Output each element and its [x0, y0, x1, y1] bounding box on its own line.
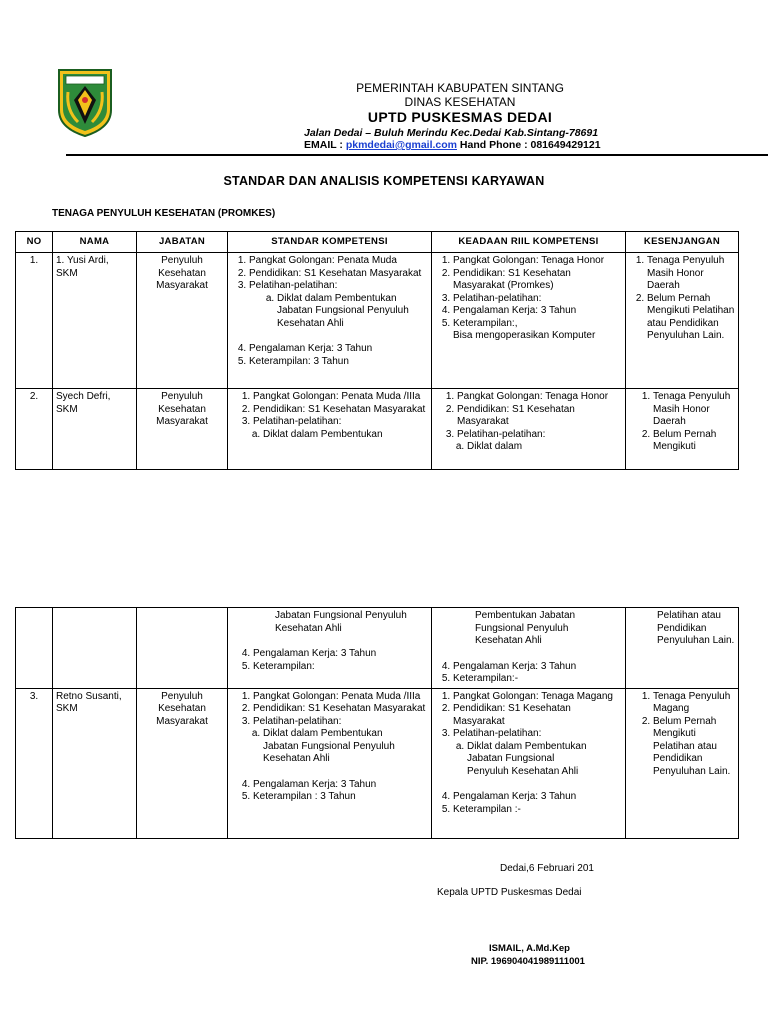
list-item: 5. Keterampilan:, — [453, 318, 622, 331]
actual-competency — [432, 253, 626, 389]
employee-name: 1. Yusi Ardi, SKM — [53, 253, 137, 389]
list-item: 2. Pendidikan: S1 Kesehatan Masyarakat — [249, 268, 428, 281]
col-header-actual: KEADAAN RIIL KOMPETENSI — [432, 232, 626, 253]
list-item: 5. Keterampilan :- — [453, 804, 622, 817]
list-item: 1. Pangkat Golongan: Penata Muda /IIIa — [253, 391, 428, 404]
email-link[interactable]: pkmdedai@gmail.com — [345, 139, 457, 151]
table-row — [16, 253, 739, 389]
employee-position — [137, 608, 228, 689]
list-item: Jabatan Fungsional Penyuluh Kesehatan Ahli — [275, 610, 407, 634]
list-item: 1. Tenaga Penyuluh Masih Honor Daerah — [647, 255, 735, 293]
list-item: a. Diklat dalam Pembentukan Jabatan Fungsional Penyuluh Kesehatan Ahli — [263, 728, 408, 766]
list-item: 1. Tenaga Penyuluh Magang — [653, 691, 735, 716]
table-row — [16, 608, 739, 689]
regency-emblem-logo — [56, 66, 114, 138]
row-number — [16, 608, 53, 689]
list-item: 5. Keterampilan : 3 Tahun — [253, 791, 428, 804]
header-institution: UPTD PUSKESMAS DEDAI — [367, 109, 553, 125]
employee-name: Syech Defri, SKM — [53, 389, 137, 470]
list-item: 4. Pengalaman Kerja: 3 Tahun — [253, 779, 428, 792]
list-item: Pembentukan Jabatan Fungsional Penyuluh Kesehatan Ahli — [475, 610, 576, 646]
list-item: 2. Belum Pernah Mengikuti — [653, 429, 735, 454]
document-subtitle: TENAGA PENYULUH KESEHATAN (PROMKES) — [52, 208, 276, 219]
header-department: DINAS KESEHATAN — [404, 95, 516, 109]
list-item: a. Diklat dalam Pembentukan — [263, 429, 428, 442]
list-item: 4. Pengalaman Kerja: 3 Tahun — [453, 791, 622, 804]
col-header-gap: KESENJANGAN — [626, 232, 739, 253]
header-address: Jalan Dedai – Buluh Merindu Kec.Dedai Kab.Sintang-78691 — [304, 127, 599, 139]
list-item: 4. Pengalaman Kerja: 3 Tahun — [453, 305, 622, 318]
standard-competency — [228, 608, 432, 689]
list-item: 4. Pengalaman Kerja: 3 Tahun — [453, 661, 622, 674]
list-item: 2. Pendidikan: S1 Kesehatan Masyarakat — [453, 703, 622, 728]
phone-text: Hand Phone : 081649429121 — [457, 139, 601, 151]
list-item: 2. Pendidikan: S1 Kesehatan Masyarakat — [253, 404, 428, 417]
competency-table-page2 — [15, 607, 739, 839]
list-item: 4. Pengalaman Kerja: 3 Tahun — [253, 648, 428, 661]
header-government: PEMERINTAH KABUPATEN SINTANG — [356, 81, 564, 95]
list-item: 1. Pangkat Golongan: Tenaga Honor — [453, 255, 622, 268]
header-divider — [66, 154, 768, 156]
competency-gap — [626, 688, 739, 838]
list-item: 3. Pelatihan-pelatihan: — [457, 429, 622, 442]
competency-table-page1 — [15, 231, 739, 470]
list-item: 3. Pelatihan-pelatihan: — [453, 293, 622, 306]
col-header-standard: STANDAR KOMPETENSI — [228, 232, 432, 253]
list-item: 3. Pelatihan-pelatihan: — [453, 728, 622, 741]
list-item: 1. Pangkat Golongan: Tenaga Magang — [453, 691, 622, 704]
list-item: 1. Tenaga Penyuluh Masih Honor Daerah — [653, 391, 735, 429]
place-date: Dedai,6 Februari 201 — [500, 863, 594, 874]
list-item: 5. Keterampilan: 3 Tahun — [249, 356, 428, 369]
list-item: 2. Belum Pernah Mengikuti Pelatihan atau Pendidikan Penyuluhan Lain. — [647, 293, 735, 343]
table-row — [16, 688, 739, 838]
standard-competency — [228, 253, 432, 389]
document-title: STANDAR DAN ANALISIS KOMPETENSI KARYAWAN — [223, 174, 545, 188]
competency-gap — [626, 608, 739, 689]
standard-competency — [228, 688, 432, 838]
list-item: 3. Pelatihan-pelatihan: — [253, 416, 428, 429]
signer-title: Kepala UPTD Puskesmas Dedai — [437, 887, 582, 898]
col-header-position: JABATAN — [137, 232, 228, 253]
list-item: 2. Pendidikan: S1 Kesehatan Masyarakat (Promkes) — [453, 268, 622, 293]
col-header-no: NO — [16, 232, 53, 253]
table-header-row — [16, 232, 739, 253]
table-row — [16, 389, 739, 470]
row-number: 2. — [16, 389, 53, 470]
header-contact — [304, 139, 601, 152]
list-item: 3. Pelatihan-pelatihan: — [253, 716, 428, 729]
list-item: 4. Pengalaman Kerja: 3 Tahun — [249, 343, 428, 356]
list-item: Pelatihan atau Pendidikan Penyuluhan Lain. — [657, 610, 735, 646]
employee-position: Penyuluh Kesehatan Masyarakat — [137, 688, 228, 838]
list-item: a. Diklat dalam Pembentukan Jabatan Fungsional Penyuluh Kesehatan Ahli — [277, 293, 428, 331]
row-number: 3. — [16, 688, 53, 838]
row-number: 1. — [16, 253, 53, 389]
list-item: 5. Keterampilan:- — [453, 673, 622, 686]
actual-competency — [432, 389, 626, 470]
standard-competency — [228, 389, 432, 470]
employee-name: Retno Susanti, SKM — [53, 688, 137, 838]
employee-name — [53, 608, 137, 689]
employee-position: Penyuluh Kesehatan Masyarakat — [137, 389, 228, 470]
list-item: 1. Pangkat Golongan: Penata Muda — [249, 255, 428, 268]
competency-gap — [626, 253, 739, 389]
actual-competency — [432, 688, 626, 838]
col-header-name: NAMA — [53, 232, 137, 253]
list-item: a. Diklat dalam — [467, 441, 622, 454]
list-item: 2. Pendidikan: S1 Kesehatan Masyarakat — [253, 703, 428, 716]
list-item: 3. Pelatihan-pelatihan: — [249, 280, 428, 293]
employee-position: Penyuluh Kesehatan Masyarakat — [137, 253, 228, 389]
actual-competency — [432, 608, 626, 689]
signer-nip: NIP. 196904041989111001 — [471, 956, 585, 967]
list-item: 2. Pendidikan: S1 Kesehatan Masyarakat — [457, 404, 622, 429]
list-item: 1. Pangkat Golongan: Penata Muda /IIIa — [253, 691, 428, 704]
list-item: 5. Keterampilan: — [253, 661, 428, 674]
list-item: Bisa mengoperasikan Komputer — [453, 330, 596, 341]
email-label: EMAIL : — [304, 139, 346, 151]
list-item: 1. Pangkat Golongan: Tenaga Honor — [457, 391, 622, 404]
competency-gap — [626, 389, 739, 470]
list-item: a. Diklat dalam Pembentukan Jabatan Fungsional Penyuluh Kesehatan Ahli — [467, 741, 592, 779]
list-item: 2. Belum Pernah Mengikuti Pelatihan atau Pendidikan Penyuluhan Lain. — [653, 716, 735, 779]
signer-name: ISMAIL, A.Md.Kep — [489, 943, 570, 954]
